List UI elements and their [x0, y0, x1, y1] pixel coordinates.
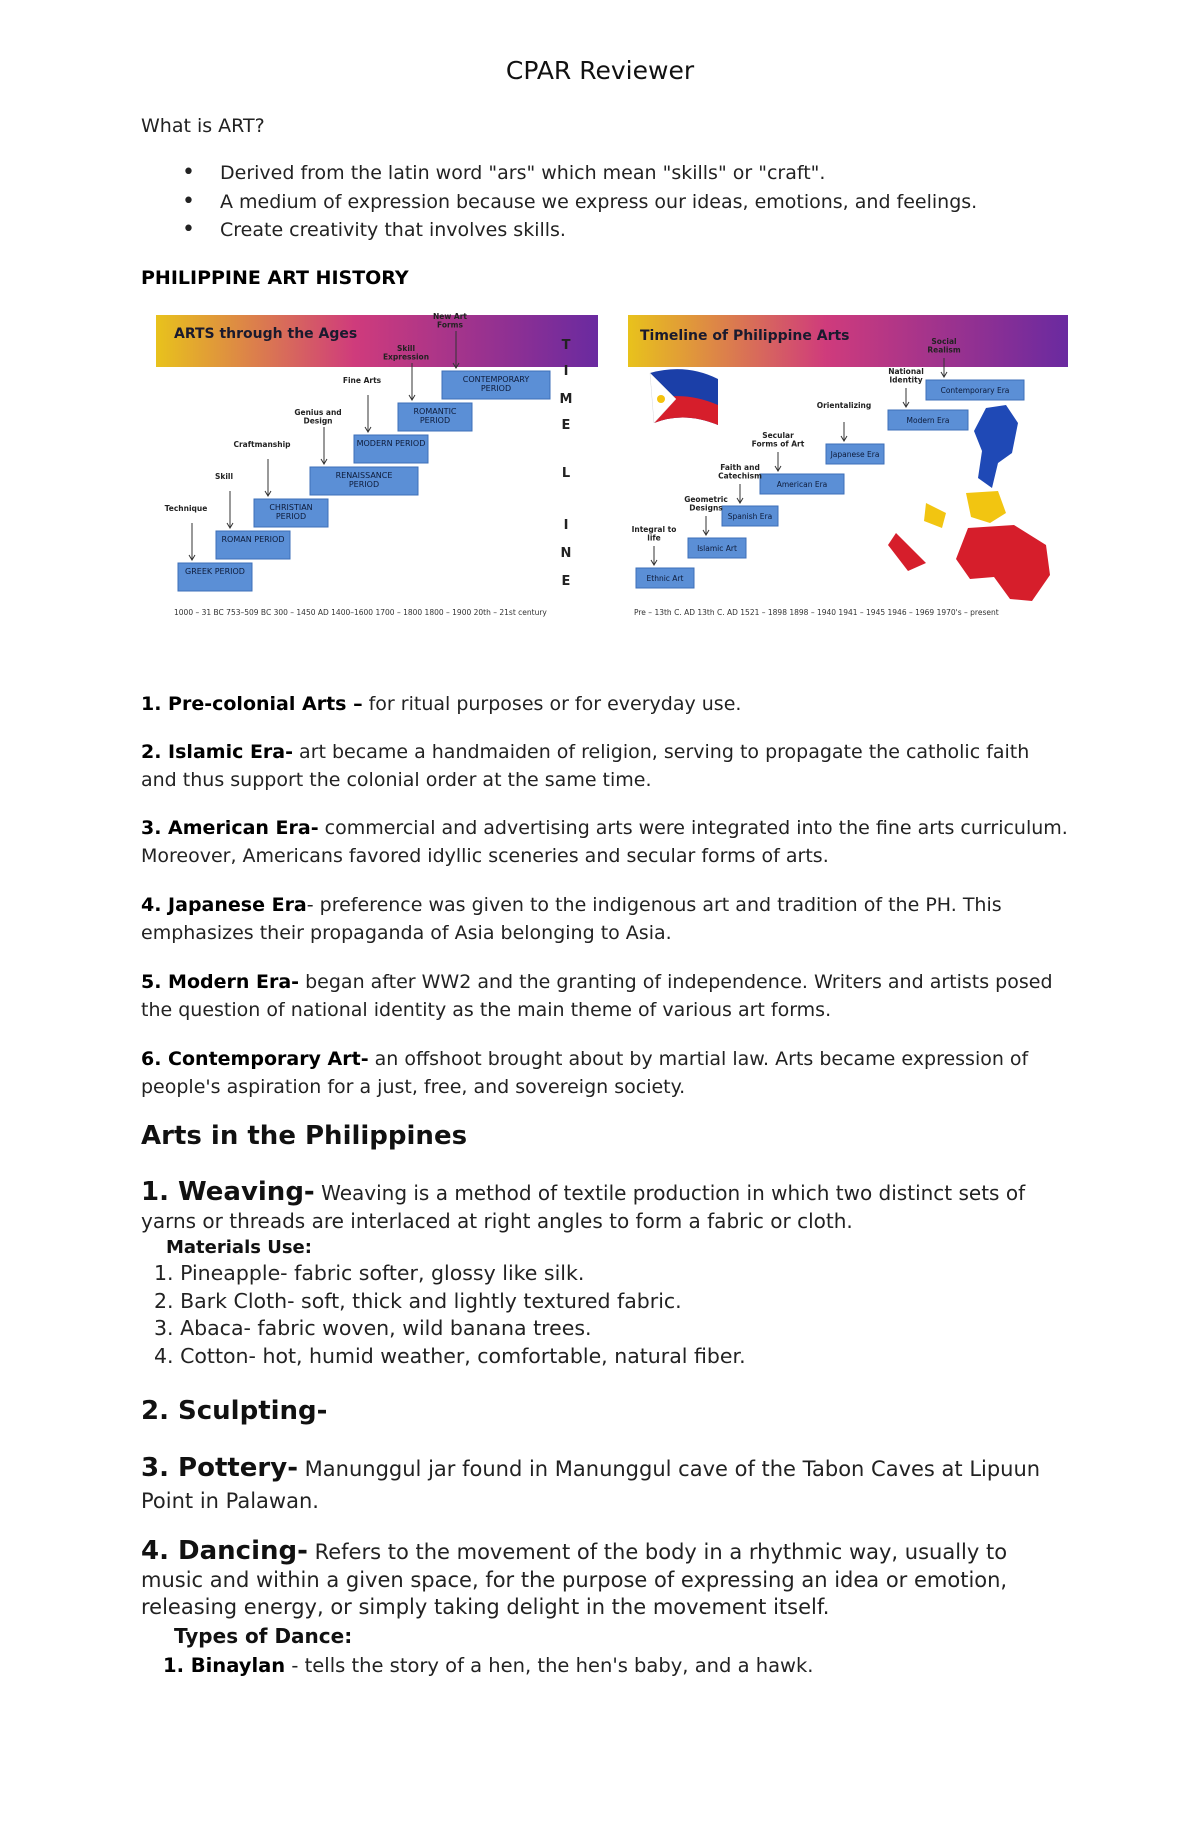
- history-heading: PHILIPPINE ART HISTORY: [141, 267, 409, 289]
- era-caption: Faith and Catechism: [718, 463, 762, 481]
- pottery-paragraph: 3. Pottery- Manunggul jar found in Manunggul cave of the Tabon Caves at Lipuun Point in Palawan.: [141, 1453, 1041, 1513]
- date-axis: 1000 – 31 BC 753–509 BC 300 – 1450 AD 1400–1600 1700 – 1800 1800 – 1900 20th – 21st century: [174, 608, 547, 617]
- period-label: CONTEMPORARY PERIOD: [462, 375, 530, 393]
- arts-through-ages-figure: [154, 313, 598, 621]
- page-title: CPAR Reviewer: [505, 56, 695, 85]
- era-label: Contemporary Era: [940, 386, 1010, 395]
- dance-item-1: 1. Binaylan - tells the story of a hen, the hen's baby, and a hawk.: [163, 1654, 814, 1677]
- era-caption: Secular Forms of Art: [751, 431, 805, 449]
- list-item: 3. Abaca- fabric woven, wild banana trees.: [154, 1316, 592, 1340]
- materials-list: [154, 1260, 746, 1370]
- timeline-letter: L: [561, 466, 571, 481]
- sculpting-heading: 2. Sculpting-: [141, 1396, 328, 1426]
- period-label: ROMANTIC PERIOD: [413, 407, 457, 425]
- weaving-paragraph: 1. Weaving- Weaving is a method of textile production in which two distinct sets of yarns or threads are interlaced at right angles to form a fabric or cloth.: [141, 1177, 1026, 1233]
- period-caption: New Art Forms: [433, 313, 467, 330]
- era-caption: Orientalizing: [816, 401, 872, 410]
- era-caption: Integral to life: [631, 525, 677, 543]
- period-caption: Technique: [164, 504, 208, 513]
- era-label: Spanish Era: [727, 512, 773, 521]
- era-item-5: 5. Modern Era- began after WW2 and the granting of independence. Writers and artists posed the question of national identity as the main theme of various art forms.: [141, 971, 1053, 1021]
- period-label: ROMAN PERIOD: [221, 535, 285, 544]
- timeline-letter: I: [563, 364, 569, 379]
- era-item-4: 4. Japanese Era- preference was given to the indigenous art and tradition of the PH. This emphasizes their propaganda of Asia belonging to Asia.: [141, 894, 1002, 944]
- era-label: Japanese Era: [830, 450, 880, 459]
- period-label: GREEK PERIOD: [185, 567, 245, 576]
- period-caption: Genius and Design: [294, 408, 342, 426]
- period-caption: Skill: [214, 472, 234, 481]
- arts-heading: Arts in the Philippines: [141, 1121, 468, 1151]
- what-is-art-list: [182, 159, 977, 245]
- era-label: American Era: [776, 480, 828, 489]
- era-caption: Social Realism: [927, 337, 961, 355]
- timeline-letter: E: [561, 574, 571, 589]
- list-item: 2. Bark Cloth- soft, thick and lightly textured fabric.: [154, 1288, 682, 1313]
- era-item-2: 2. Islamic Era- art became a handmaiden of religion, serving to propagate the catholic faith and thus support the colonial order at the same time.: [141, 741, 1030, 791]
- figure-title: ARTS through the Ages: [174, 326, 358, 342]
- date-axis: Pre – 13th C. AD 13th C. AD 1521 – 1898 1898 – 1940 1941 – 1945 1946 – 1969 1970's – present: [634, 608, 999, 617]
- era-item-1: 1. Pre-colonial Arts – for ritual purposes or for everyday use.: [141, 693, 742, 715]
- timeline-letter: E: [561, 418, 571, 433]
- era-caption: Geometric Designs: [684, 495, 728, 513]
- period-caption: Fine Arts: [342, 376, 382, 385]
- list-item: • Derived from the latin word "ars" which mean "skills" or "craft".: [182, 159, 977, 188]
- list-item: • Create creativity that involves skills.: [182, 216, 977, 245]
- dancing-paragraph: 4. Dancing- Refers to the movement of the body in a rhythmic way, usually to music and within a given space, for the purpose of expressing an idea or emotion, releasing energy, or simply taking delight in the movement itself.: [141, 1536, 1008, 1619]
- era-item-6: 6. Contemporary Art- an offshoot brought about by martial law. Arts became expression of people's aspiration for a just, free, and sovereign society.: [141, 1048, 1029, 1098]
- list-item: 1. Pineapple- fabric softer, glossy like silk.: [154, 1261, 585, 1285]
- era-item-3: 3. American Era- commercial and advertising arts were integrated into the fine arts curriculum. Moreover, Americans favored idyllic sceneries and secular forms of arts.: [141, 817, 1068, 867]
- period-steps: [178, 371, 550, 591]
- era-label: Islamic Art: [697, 544, 737, 553]
- philippines-map-image: [888, 405, 1050, 601]
- era-caption: National Identity: [888, 367, 924, 385]
- timeline-philippine-arts-figure: [626, 313, 1070, 621]
- timeline-letter: T: [561, 338, 571, 353]
- timeline-letter: N: [560, 546, 572, 561]
- timeline-letter: M: [559, 392, 573, 407]
- what-is-art-heading: What is ART?: [141, 115, 265, 137]
- timeline-letter: I: [563, 518, 569, 533]
- period-label: MODERN PERIOD: [356, 439, 426, 448]
- period-caption: Craftmanship: [233, 440, 291, 449]
- list-item: 4. Cotton- hot, humid weather, comfortable, natural fiber.: [154, 1343, 746, 1368]
- period-caption: Skill Expression: [382, 344, 430, 362]
- types-of-dance-heading: Types of Dance:: [174, 1624, 353, 1648]
- materials-heading: Materials Use:: [166, 1237, 312, 1258]
- timeline-letters: [560, 338, 573, 589]
- era-label: Modern Era: [906, 416, 950, 425]
- list-item: • A medium of expression because we express our ideas, emotions, and feelings.: [182, 188, 977, 217]
- figure-title: Timeline of Philippine Arts: [640, 328, 850, 344]
- era-label: Ethnic Art: [646, 574, 684, 583]
- period-label: CHRISTIAN PERIOD: [269, 503, 313, 521]
- period-label: RENAISSANCE PERIOD: [335, 471, 393, 489]
- flag-image: [650, 369, 718, 425]
